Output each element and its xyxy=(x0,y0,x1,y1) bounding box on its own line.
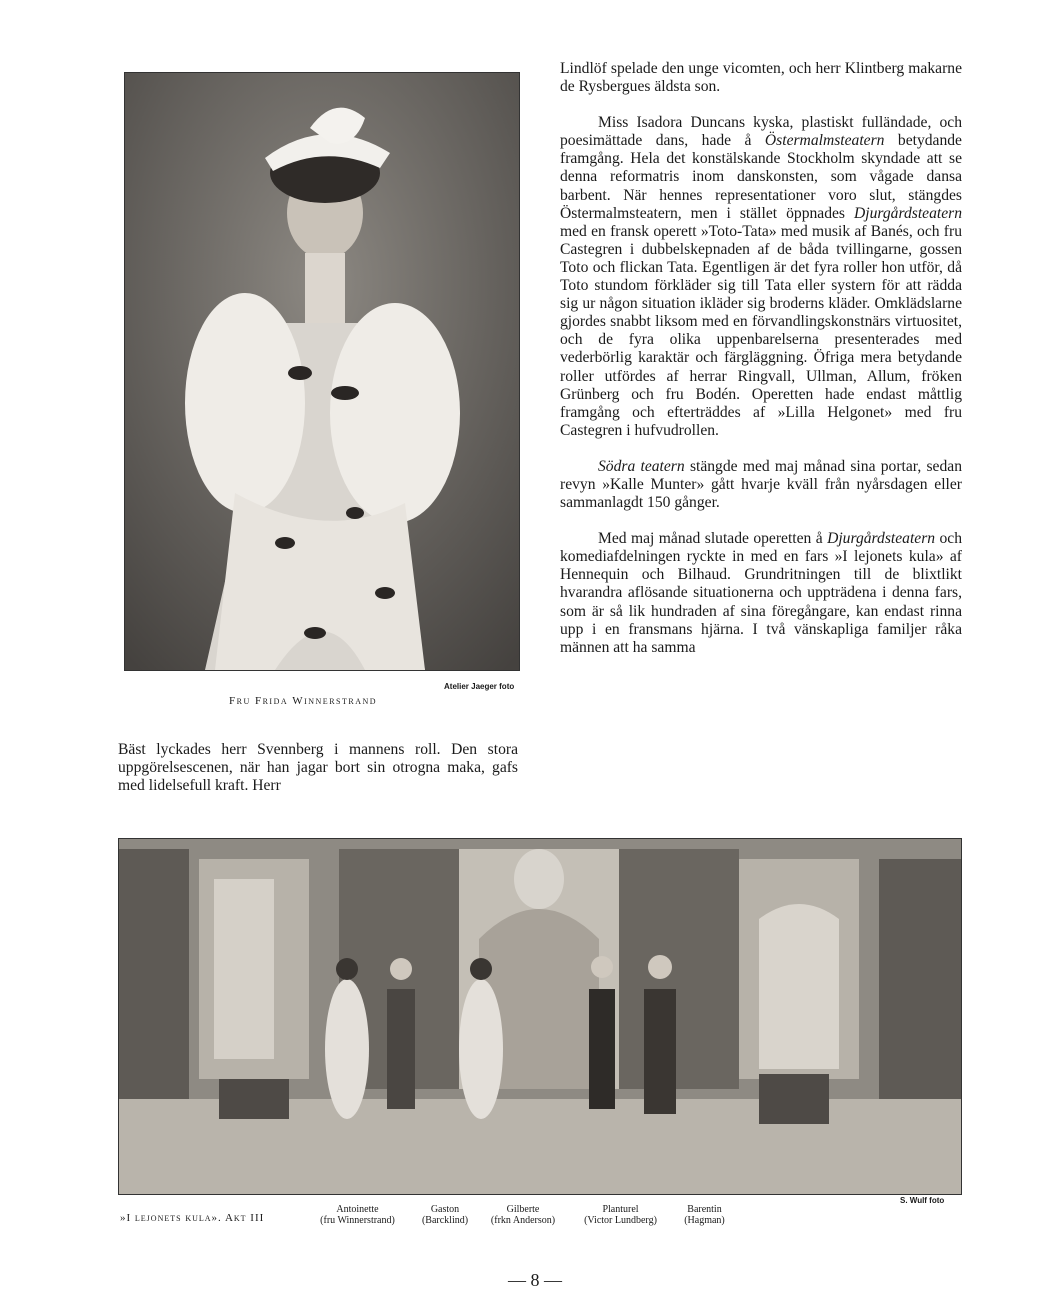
paragraph-4: Med maj månad slutade operetten å Djurgårdsteatern och komediafdelningen ryckte in med en fars »I lejonets kula» af Hennequin och Bilhaud. Grundritningen till de blixtlikt hvarandra aflösande situationerna och uppträdena i denna fars, som är så lik hundraden af sina föregångare, kan endast rinna upp i en fransmans hjärna. I två vänskapliga familjer råka männen att ha samma xyxy=(560,530,962,656)
portrait-photo xyxy=(124,72,520,671)
stage-credit: S. Wulf foto xyxy=(900,1196,945,1205)
paragraph-1: Lindlöf spelade den unge vicomten, och herr Klintberg makarne de Rysbergues äldsta son. xyxy=(560,60,962,96)
left-column-text: Bäst lyckades herr Svennberg i mannens roll. Den stora uppgörelsescenen, när han jagar bort sin otrogna maka, gafs med lidelsefull kraft. Herr xyxy=(118,741,518,795)
portrait-caption: Fru Frida Winnerstrand xyxy=(229,695,378,707)
cast-barentin: Barentin (Hagman) xyxy=(684,1204,725,1226)
paragraph-3: Södra teatern stängde med maj månad sina portar, sedan revyn »Kalle Munter» gått hvarje kväll från nyårsdagen eller sammanlagdt 150 gånger. xyxy=(560,457,962,512)
cast-antoinette: Antoinette (fru Winnerstrand) xyxy=(320,1204,395,1226)
stage-photo xyxy=(118,838,962,1195)
portrait-credit: Atelier Jaeger foto xyxy=(444,682,515,691)
right-column xyxy=(560,60,962,657)
page-number: — 8 — xyxy=(508,1270,562,1290)
cast-gilberte: Gilberte (frkn Anderson) xyxy=(490,1204,556,1226)
cast-gaston: Gaston (Barcklind) xyxy=(421,1204,469,1226)
cast-planturel: Planturel (Victor Lundberg) xyxy=(584,1204,657,1226)
stage-caption-title: »I lejonets kula». Akt III xyxy=(120,1212,265,1224)
paragraph-2: Miss Isadora Duncans kyska, plastiskt fulländade, och poesimättade dans, hade å Östermalmsteatern betydande framgång. Hela det konstälskande Stockholm skyndade att se denna reformatris inom danskonsten, som vågade dansa barbent. När hennes representationer voro slut, stängdes Östermalmsteatern, men i stället öppnades Djurgårdsteatern med en fransk operett »Toto-Tata» med musik af Banés, och fru Castegren i dubbelskepnaden af de båda tvillingarne, gossen Toto och flickan Tata. Egentligen är det fyra roller hon utför, då Toto stundom förkläder sig till Tata eller systern för att rädda sig ur någon situation ikläder sig broderns kläder. Omklädslarne gjordes snabbt liksom med en förvandlingskonstnärs virtuositet, och de fyra olika uppenbarelserna presenterades med vederbörlig karaktär och färgläggning. Öfriga mera betydande roller utfördes af herrar Ringvall, Ullman, Allum, fröken Grünberg och fru Bodén. Operetten hade endast måttlig framgång och efterträddes af »Lilla Helgonet» med fru Castegren i hufvudrollen. xyxy=(560,114,962,439)
